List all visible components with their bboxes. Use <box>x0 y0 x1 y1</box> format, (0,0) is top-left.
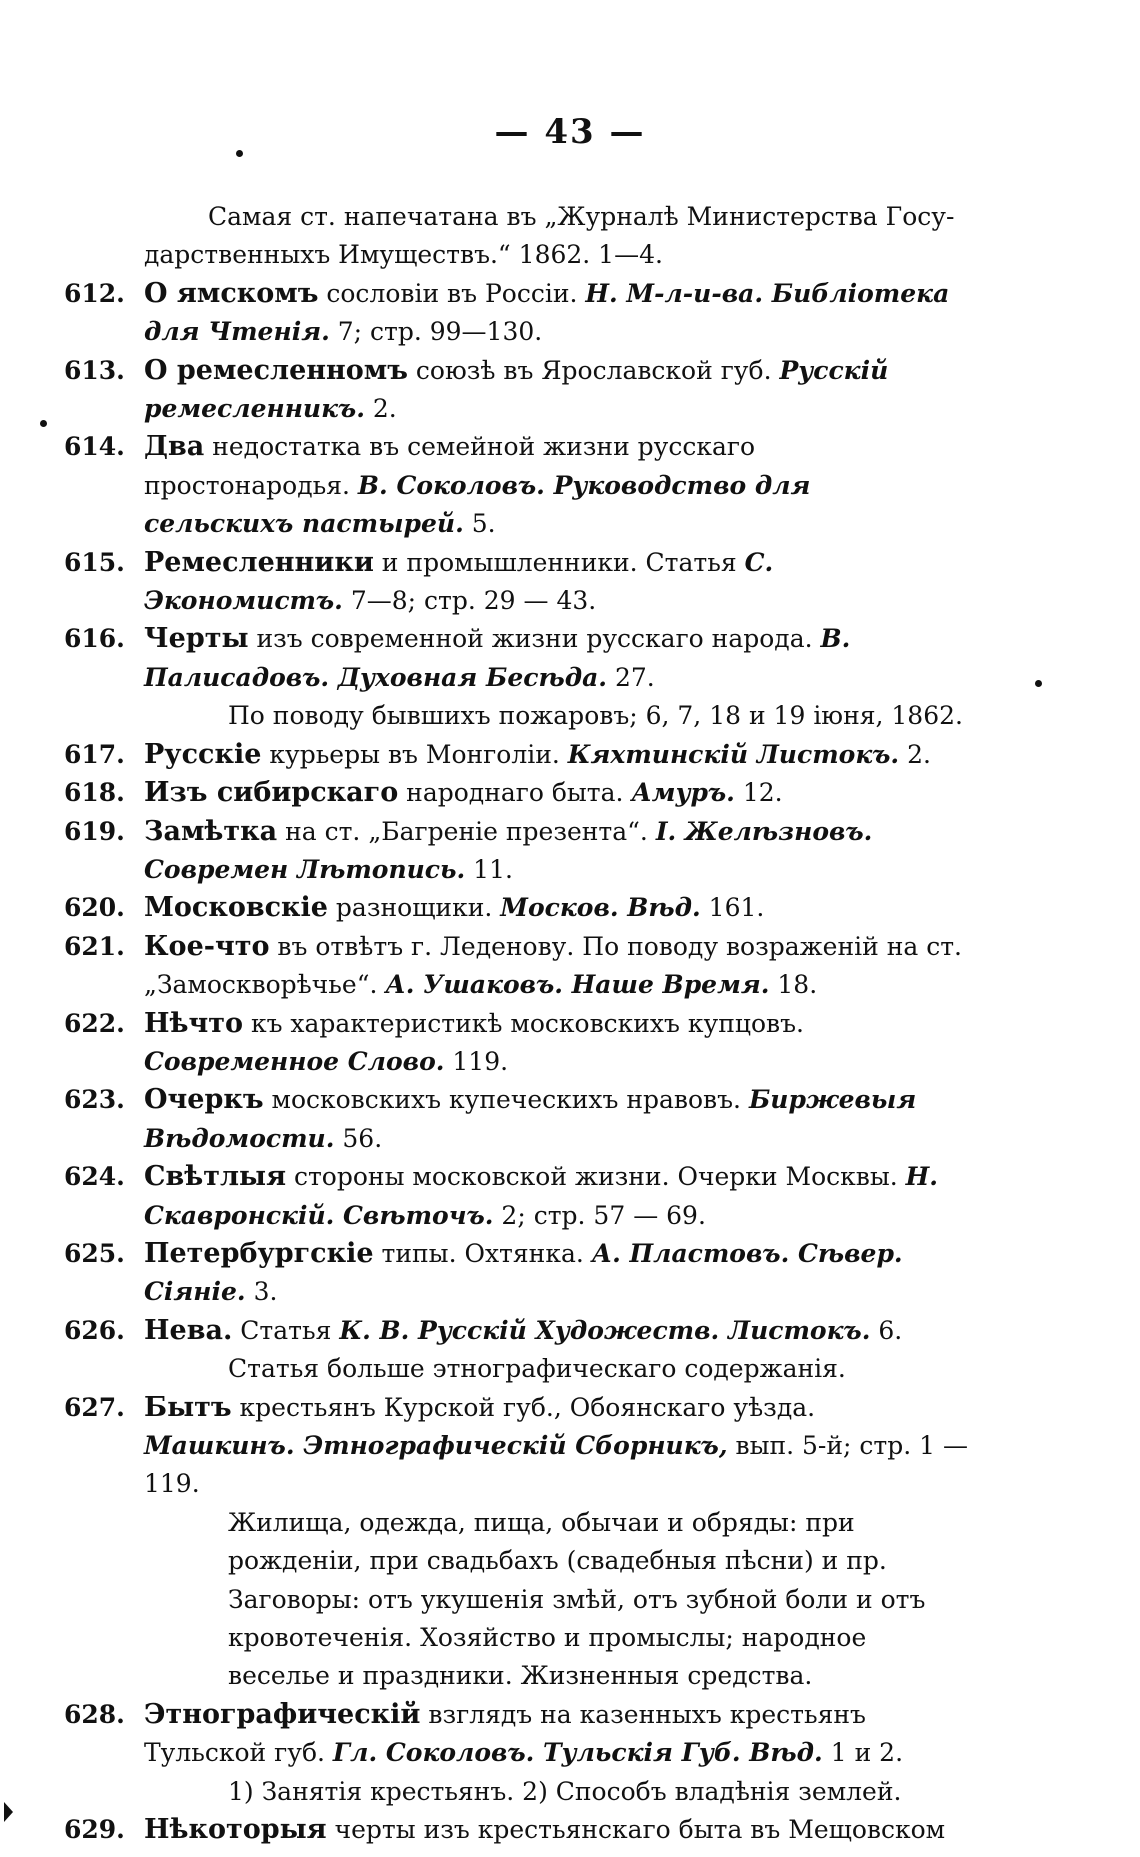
entry-622 <box>64 1005 968 1082</box>
entry-number: 624. <box>64 1162 125 1192</box>
bibliography-list <box>64 198 968 1849</box>
scan-speck <box>1035 680 1042 687</box>
entry-source: Н. Скавронскій. Свѣточъ. <box>144 1162 938 1230</box>
entry-618 <box>64 774 968 812</box>
entry-ref: вып. 5-й; стр. 1 — 119. <box>144 1431 968 1499</box>
entry-ref: 3. <box>245 1277 278 1307</box>
entry-source: Гл. Соколовъ. Тульскія Губ. Вѣд. <box>332 1738 823 1768</box>
entry-keyword: Петербургскіе <box>144 1237 374 1269</box>
entry-619 <box>64 813 968 890</box>
entry-ref: 161. <box>700 893 765 923</box>
entry-source: А. Пластовъ. Сѣвер. Сіяніе. <box>144 1238 903 1307</box>
entry-614 <box>64 428 968 543</box>
entry-text: разнощики. <box>327 893 501 923</box>
entry-number: 628. <box>64 1699 125 1729</box>
entry-keyword: Черты <box>144 623 249 655</box>
entry-keyword: Замѣтка <box>144 815 278 847</box>
entry-ref: 6. <box>870 1315 903 1345</box>
entry-ref: 5. <box>463 509 496 539</box>
entry-source: В. Соколовъ. Руководство для сельскихъ пастырей. <box>144 470 811 539</box>
entry-number: 622. <box>64 1008 125 1038</box>
note-628: 1) Занятія крестьянъ. 2) Способъ владѣнія землей. <box>228 1776 902 1806</box>
entry-number: 613. <box>64 355 125 385</box>
entry-source: Кяхтинскій Листокъ. <box>567 739 900 769</box>
scan-speck <box>236 150 243 157</box>
note-626: Статья больше этнографическаго содержанія. <box>228 1354 846 1384</box>
entry-keyword: Нева. <box>144 1314 233 1346</box>
entry-627 <box>64 1389 968 1504</box>
entry-ref: 7; стр. 99—130. <box>329 317 543 347</box>
intro-line-1: Самая ст. напечатана въ „Журналѣ Министерства Госу- <box>208 202 955 231</box>
entry-ref: 2. <box>899 739 931 769</box>
entry-ref: 2; стр. 57 — 69. <box>493 1200 706 1230</box>
entry-text: сословіи въ Россіи. <box>318 278 586 308</box>
entry-source: Машкинъ. Этнографическій Сборникъ, <box>144 1431 728 1460</box>
entry-ref: 11. <box>465 854 513 884</box>
entry-keyword: Русскіе <box>144 738 262 770</box>
entry-keyword: Московскіе <box>144 892 328 924</box>
entry-number: 618. <box>64 778 125 808</box>
entry-source: А. Ушаковъ. Наше Время. <box>385 970 770 1000</box>
entry-615 <box>64 544 968 621</box>
entry-612 <box>64 275 968 352</box>
entry-613 <box>64 352 968 429</box>
note-627: Жилища, одежда, пища, обычаи и обряды: при рожденіи, при свадьбахъ (свадебныя пѣсни) и пр. Заговоры: отъ укушенія змѣй, отъ зубной боли и отъ кровотеченія. Хозяйство и промыслы; народное веселье и праздники. Жизненныя средства. <box>228 1507 926 1691</box>
entry-number: 627. <box>64 1392 125 1422</box>
entry-628 <box>64 1696 968 1773</box>
entry-keyword: О ямскомъ <box>144 277 319 309</box>
entry-keyword: Очеркъ <box>144 1084 264 1116</box>
intro-line-2: дарственныхъ Имуществъ.“ 1862. 1—4. <box>144 240 663 270</box>
entry-624 <box>64 1158 968 1235</box>
entry-number: 620. <box>64 893 125 923</box>
entry-623 <box>64 1081 968 1158</box>
entry-text: союзѣ въ Ярославской губ. <box>407 355 780 385</box>
entry-number: 614. <box>64 432 125 462</box>
entry-number: 621. <box>64 931 125 961</box>
entry-626 <box>64 1312 968 1350</box>
entry-number: 625. <box>64 1238 125 1268</box>
entry-text: курьеры въ Монголіи. <box>261 739 568 769</box>
entry-ref: 12. <box>734 778 783 808</box>
entry-617 <box>64 736 968 774</box>
entry-629 <box>64 1811 968 1849</box>
entry-source: Современное Слово. <box>144 1046 445 1076</box>
entry-text: народнаго быта. <box>398 778 632 808</box>
entry-ref: 1 и 2. <box>822 1738 904 1768</box>
entry-625 <box>64 1235 968 1312</box>
margin-arrow-icon <box>4 1802 13 1822</box>
note-616: По поводу бывшихъ пожаровъ; 6, 7, 18 и 19 іюня, 1862. <box>228 701 963 731</box>
entry-text: къ характеристикѣ московскихъ купцовъ. <box>243 1008 804 1038</box>
entry-keyword: Кое-что <box>144 930 270 962</box>
entry-ref: 7—8; стр. 29 — 43. <box>342 586 597 616</box>
entry-source: Биржевыя Вѣдомости. <box>144 1085 917 1153</box>
entry-keyword: О ремесленномъ <box>144 354 408 386</box>
entry-text: изъ современной жизни русскаго народа. <box>248 624 821 654</box>
scan-speck <box>40 420 47 427</box>
entry-ref: 18. <box>769 970 818 1000</box>
entry-text: черты изъ крестьянскаго быта въ Мещовском <box>326 1815 946 1845</box>
entry-keyword: Свѣтлыя <box>144 1161 287 1193</box>
entry-text: недостатка въ семейной жизни русскаго простонародья. <box>144 432 756 500</box>
entry-source: Н. М-л-и-ва. Библіотека для Чтенія. <box>144 278 950 347</box>
entry-number: 623. <box>64 1085 125 1115</box>
entry-621 <box>64 928 968 1005</box>
entry-text: крестьянъ Курской губ., Обоянскаго уѣзда. <box>231 1392 816 1422</box>
entry-text: типы. Охтянка. <box>373 1238 592 1268</box>
entry-ref: 56. <box>334 1123 383 1153</box>
entry-ref: 2. <box>364 394 397 424</box>
page-number: — 43 — <box>494 112 646 152</box>
entry-ref: 119. <box>444 1046 509 1076</box>
entry-keyword: Ремесленники <box>144 546 374 578</box>
entry-number: 615. <box>64 547 125 577</box>
entry-source: С. Экономистъ. <box>144 547 774 616</box>
entry-number: 616. <box>64 624 125 654</box>
entry-source: К. В. Русскій Художеств. Листокъ. <box>339 1315 871 1345</box>
entry-ref: 27. <box>607 662 655 692</box>
entry-keyword: Этнографическій <box>144 1698 421 1730</box>
entry-keyword: Два <box>144 431 205 463</box>
entry-source: І. Желѣзновъ. Современ Лѣтопись. <box>144 816 873 884</box>
entry-620 <box>64 889 968 927</box>
entry-keyword: Изъ сибирскаго <box>144 777 399 809</box>
entry-source: Русскій ремесленникъ. <box>144 355 889 424</box>
entry-source: В. Палисадовъ. Духовная Бесѣда. <box>144 624 851 692</box>
entry-number: 629. <box>64 1815 125 1845</box>
entry-keyword: Нѣкоторыя <box>144 1814 327 1846</box>
entry-number: 619. <box>64 816 125 846</box>
entry-number: 626. <box>64 1315 125 1345</box>
entry-number: 612. <box>64 278 125 308</box>
entry-text: стороны московской жизни. Очерки Москвы. <box>286 1162 906 1192</box>
entry-text: въ отвѣтъ г. Леденову. По поводу возраженій на ст. „Замоскворѣчье“. <box>144 931 962 1000</box>
entry-text: Статья <box>232 1315 340 1345</box>
entry-text: московскихъ купеческихъ нравовъ. <box>263 1085 749 1115</box>
entry-number: 617. <box>64 739 125 769</box>
entry-source: Москов. Вѣд. <box>500 893 701 923</box>
entry-616 <box>64 620 968 697</box>
entry-keyword: Нѣчто <box>144 1007 243 1039</box>
entry-source: Амуръ. <box>631 778 735 808</box>
entry-text: и промышленники. Статья <box>373 547 745 577</box>
entry-text: на ст. „Багреніе презента“. <box>277 816 656 846</box>
entry-keyword: Бытъ <box>144 1391 232 1423</box>
entry-text: взглядъ на казенныхъ крестьянъ Тульской губ. <box>144 1699 866 1768</box>
